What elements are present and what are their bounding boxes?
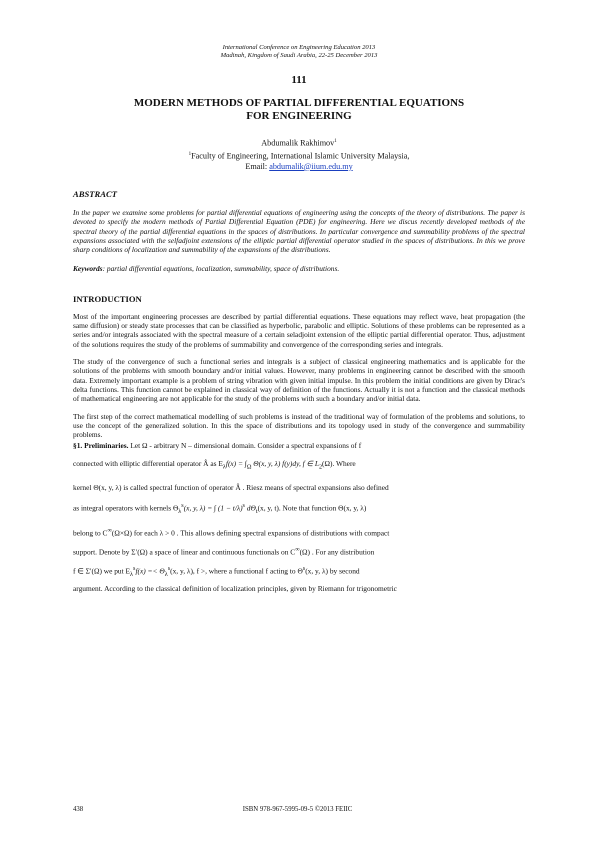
- math-superscript: ∞: [295, 546, 300, 553]
- prelim-text: as integral operators with kernels Θ: [73, 503, 179, 513]
- keywords-label: Keywords: [73, 263, 103, 273]
- prelim-line: [73, 565, 525, 580]
- affiliation: [73, 150, 525, 162]
- math-expr: (x, y, λ) = ∫ (1 − t/λ): [183, 503, 243, 513]
- math-subscript: λ: [130, 571, 134, 578]
- author-block: [73, 137, 525, 172]
- prelim-text: (x, y, λ) by second: [305, 566, 360, 576]
- prelim-text: f ∈ Σ′(Ω) we put E: [73, 566, 131, 576]
- author-text: Abdumalik Rakhimov: [261, 139, 335, 149]
- prelim-text: belong to C: [73, 528, 108, 538]
- math-superscript: s: [133, 565, 136, 572]
- prelim-text: (x, y, t). Note that function Θ(x, y, λ): [257, 503, 367, 513]
- prelim-text: (Ω×Ω) for each λ > 0 . This allows defining spectral expansions of distributions with compact: [111, 528, 390, 538]
- email-link[interactable]: abdumalik@iium.edu.my: [269, 161, 353, 171]
- math-subscript: λ: [178, 508, 182, 515]
- keywords-text: : partial differential equations, localization, summability, space of distributions.: [102, 263, 340, 273]
- math-superscript: s: [167, 565, 171, 572]
- math-subscript: λ: [222, 464, 226, 471]
- preliminaries-heading: §1. Preliminaries.: [73, 441, 129, 451]
- math-expr: Θ(x, y, λ) f(y)dy, f ∈ L: [251, 458, 319, 468]
- keywords: [73, 264, 525, 273]
- math-expr: f(x) =< Θ: [135, 566, 165, 576]
- preliminaries-section: [73, 441, 525, 593]
- abstract-text: In the paper we examine some problems for partial differential equations of engineering using the concepts of the theory of distributions. The paper is devoted to specify the modern methods of Partial Differential Equation (PDE) for engineering. Here we discus recently developed methods of the spectral theory of the partial differential equations in the spaces of distributions. In particular convergence and summability problems of the spectral expansions associated with the selfadjoint extensions of the elliptic partial differential operator studied in the spaces of distributions. In this we prove sharp conditions of localization and summability of the expansions of the distributions.: [73, 208, 525, 255]
- conference-name: International Conference on Engineering Education 2013: [222, 44, 376, 51]
- paragraph: The study of the convergence of such a functional series and integrals is a subject of classical engineering mathematics and is applicable for the solutions of the problems with smooth boundary and/or initial values. However, many problems in engineering cannot be described with the smooth data. Extremely important example is a problem of string vibration with given initial impulse. In this problem the initial conditions are given by Dirac's delta functions. This function cannot be explained in classical way of definition of the functions. Actually it is not a function and the classical methods of mathematical engineering are not applicable for the study of the problems with such a boundary and/or initial data.: [73, 357, 525, 404]
- paper-title-line1: MODERN METHODS OF PARTIAL DIFFERENTIAL EQUATIONS: [133, 97, 465, 110]
- prelim-line: argument. According to the classical definition of localization principles, given by Riemann for trigonometric: [73, 583, 397, 593]
- prelim-text: support. Denote by Σ′(Ω) a space of linear and continuous functionals on C: [73, 547, 296, 557]
- conference-header: [73, 44, 525, 60]
- conference-location: Madinah, Kingdom of Saudi Arabia, 22-25 December 2013: [220, 52, 378, 60]
- introduction-heading: INTRODUCTION: [73, 293, 142, 304]
- paragraph: The first step of the correct mathematical modelling of such problems is instead of the traditional way of formulation of the problems and solutions, to use the concept of the generalized solution. In this the space of distributions and its topology used in study of the convergence and summability problems.: [73, 411, 525, 440]
- author-mark: 1: [334, 139, 337, 145]
- prelim-line: [73, 502, 525, 517]
- math-superscript: s: [302, 565, 306, 572]
- prelim-line: kernel Θ(x, y, λ) is called spectral function of operator Â . Riesz means of spectral expansions also defined: [73, 482, 389, 492]
- paper-title-line2: FOR ENGINEERING: [246, 110, 352, 123]
- paper-title: [73, 97, 525, 123]
- author-name: [73, 137, 525, 149]
- prelim-text: (x, y, λ), f >, where a functional f acting to Θ: [170, 566, 303, 576]
- math-expr: dΘ: [244, 503, 256, 513]
- paper-number: 111: [291, 74, 307, 87]
- math-subscript: Ω: [246, 464, 252, 471]
- page-number: 438: [73, 806, 84, 813]
- math-superscript: s: [242, 502, 245, 509]
- email-label: Email:: [245, 161, 270, 171]
- paper-page: [73, 44, 525, 593]
- isbn-footer: ISBN 978-967-5995-09-5 ©2013 FEIIC: [242, 806, 353, 813]
- prelim-line: [73, 527, 525, 538]
- email-line: [73, 162, 525, 172]
- math-superscript: s: [181, 502, 184, 509]
- prelim-text: (Ω) . For any distribution: [299, 547, 375, 557]
- abstract-heading: ABSTRACT: [73, 189, 117, 200]
- affiliation-mark: 1: [188, 151, 192, 157]
- prelim-text: connected with elliptic differential operator Â as E: [73, 458, 223, 468]
- math-superscript: ∞: [107, 528, 112, 535]
- prelim-line: [73, 441, 525, 450]
- prelim-line: [73, 459, 525, 473]
- affiliation-text: Faculty of Engineering, International Islamic University Malaysia,: [191, 151, 410, 161]
- prelim-text: (Ω). Where: [322, 458, 356, 468]
- math-subscript: t: [255, 508, 258, 515]
- math-expr: f(x) = ∫: [225, 458, 247, 468]
- prelim-line: [73, 546, 525, 557]
- math-subscript: 2: [318, 464, 323, 471]
- math-subscript: λ: [164, 571, 168, 578]
- prelim-text: Let Ω - arbitrary N – dimensional domain. Consider a spectral expansions of f: [128, 441, 362, 451]
- paragraph: Most of the important engineering processes are described by partial differential equations. These equations may reflect wave, heat propagation (the same diffusion) or steady state processes that can be classified as hyperbolic, parabolic and elliptic. Solutions of these problems can be represented as a series and/or integrals associated with the spectral measure of a certain seladjoint extension of the elliptic partial differential operator. Thus, adjustment of the solutions requires the study of the problems of summability and convergence of the corresponding series and integrals.: [73, 311, 525, 349]
